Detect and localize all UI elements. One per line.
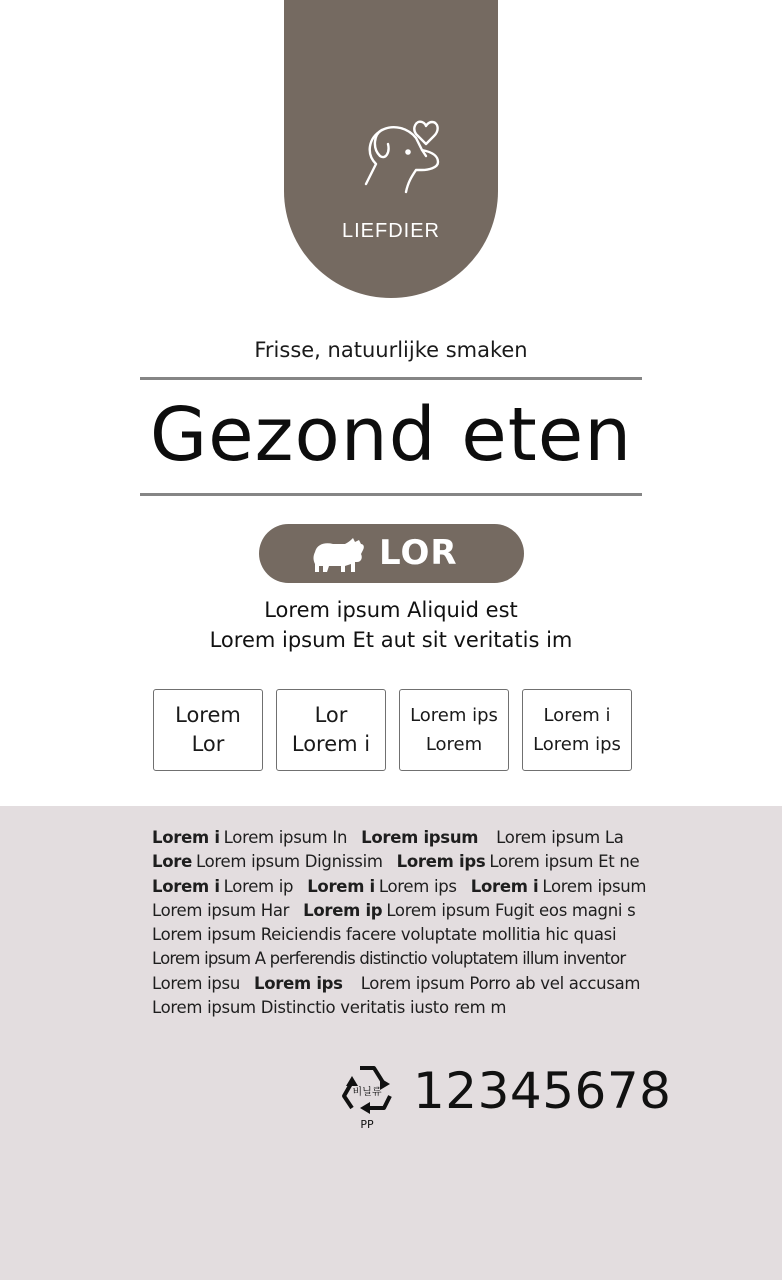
ingredient-bold: Lorem i	[152, 876, 220, 896]
ingredient-text: Lorem ip	[223, 876, 294, 896]
headline: Gezond eten	[149, 392, 633, 478]
ingredient-text: Lorem ipsum Et ne	[489, 852, 640, 872]
feature-line: Lorem i	[291, 732, 371, 756]
feature-box	[276, 689, 386, 771]
description-line-2: Lorem ipsum Et aut sit veritatis im	[209, 628, 573, 652]
ingredient-text: Lorem ipsum La	[496, 828, 624, 847]
divider-bottom	[140, 493, 642, 496]
divider-top	[140, 377, 642, 380]
dog-head-heart-icon	[342, 112, 446, 198]
ingredient-bold: Lore	[152, 852, 192, 872]
ingredient-text: Lorem ipsum	[542, 876, 647, 896]
feature-box	[522, 689, 632, 771]
tagline: Frisse, natuurlijke smaken	[254, 338, 528, 362]
feature-box	[153, 689, 263, 771]
feature-line: Lorem ips	[533, 734, 621, 755]
ingredients-line: Lorem ipsum Distinctio veritatis iusto rem m	[152, 998, 507, 1018]
ingredients-text	[152, 826, 647, 1020]
ingredient-text: Lorem ipsum In	[223, 828, 348, 847]
product-code: 12345678	[413, 1062, 672, 1120]
bison-icon	[311, 536, 367, 574]
ingredient-text: Lorem ipsum Porro ab vel accusam	[360, 973, 641, 993]
recycle-pp-icon	[340, 1062, 394, 1134]
feature-line: Lorem ips	[410, 705, 498, 726]
ingredient-text: Lorem ipsum Dignissim	[195, 852, 383, 872]
recycle-material-label: PP	[360, 1118, 374, 1131]
ingredients-line	[152, 850, 642, 874]
ingredients-line	[152, 875, 647, 899]
feature-line: Lor	[191, 732, 225, 756]
ingredient-bold: Lorem i	[470, 876, 539, 896]
description-line-1: Lorem ipsum Aliquid est	[264, 598, 518, 622]
feature-line: Lorem i	[543, 705, 611, 726]
ingredient-text: Lorem ipsum Fugit eos magni s	[386, 900, 636, 920]
feature-line: Lorem	[175, 703, 241, 727]
ingredient-bold: Lorem ips	[396, 852, 486, 872]
ingredients-line	[152, 972, 642, 996]
feature-box	[399, 689, 509, 771]
badge-label: LOR	[379, 533, 458, 573]
ingredient-bold: Lorem ipsum	[361, 828, 479, 847]
ingredients-line: Lorem ipsum Reiciendis facere voluptate mollitia hic quasi	[152, 925, 617, 945]
ingredient-bold: Lorem i	[152, 828, 220, 847]
badge-pill	[259, 524, 524, 583]
ingredients-line: Lorem ipsum A perferendis distinctio voluptatem illum inventor	[152, 949, 626, 969]
brand-tab	[284, 0, 498, 298]
ingredient-bold: Lorem ip	[303, 900, 383, 920]
ingredient-bold: Lorem i	[307, 876, 375, 896]
ingredient-bold: Lorem ips	[254, 973, 343, 993]
ingredient-text: Lorem ips	[378, 876, 457, 896]
ingredients-line	[152, 899, 642, 923]
recycle-korean-label: 비닐류	[352, 1087, 382, 1098]
ingredient-text: Lorem ipsum Har	[152, 900, 290, 920]
ingredients-line	[152, 826, 642, 850]
ingredient-text: Lorem ipsu	[152, 973, 240, 993]
brand-name: LIEFDIER	[341, 220, 441, 242]
feature-line: Lor	[314, 703, 348, 727]
feature-line: Lorem	[425, 734, 483, 755]
